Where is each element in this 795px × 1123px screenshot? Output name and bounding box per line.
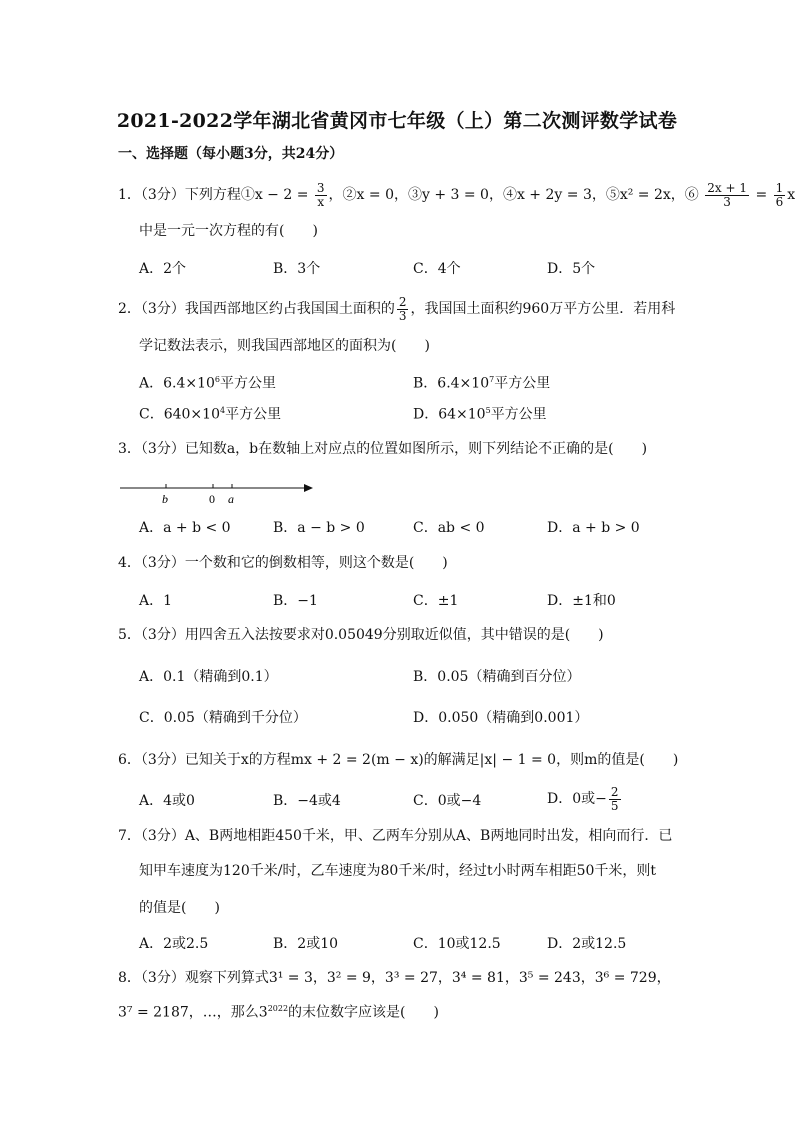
q7-option-c[interactable]: C．10或12.5 xyxy=(413,936,501,952)
q7-option-b[interactable]: B．2或10 xyxy=(273,936,339,952)
q8-line2: 3⁷ = 2187，…，那么$3^{2022}$的末位数字应该是( ) xyxy=(118,1004,439,1021)
q3-option-a[interactable]: A．a + b < 0 xyxy=(139,520,231,536)
q7-option-d[interactable]: D．2或12.5 xyxy=(547,936,627,952)
q4-option-c[interactable]: C．±1 xyxy=(413,593,459,609)
q6-option-b[interactable]: B．−4或4 xyxy=(273,793,341,809)
q6-option-d[interactable]: D．0或− $\frac{2}{5}$ xyxy=(547,785,619,813)
q3-option-c[interactable]: C．ab < 0 xyxy=(413,520,485,536)
q6-text: 6．（3分）已知关于x的方程mx + 2 = 2(m − x)的解满足|x| − 1 = 0，则m的值是( ) xyxy=(118,752,679,768)
number-line-arrow xyxy=(304,484,313,492)
q8-line1: 8．（3分）观察下列算式3¹ = 3，3² = 9，3³ = 27，3⁴ = 81，3⁵ = 243，3⁶ = 729， xyxy=(118,970,671,986)
q7-line2: 知甲车速度为120千米/时，乙车速度为80千米/时，经过t小时两车相距50千米，则t xyxy=(139,863,657,879)
q2-option-a[interactable]: A．$6.4\times 10^6$平方公里 xyxy=(139,375,277,392)
q5-option-c[interactable]: C．0.05（精确到千分位） xyxy=(139,710,307,726)
q7-option-a[interactable]: A．2或2.5 xyxy=(139,936,209,952)
q2-line2: 学记数法表示，则我国西部地区的面积为( ) xyxy=(139,338,430,354)
q1-frac-6r: $\frac{1}{6}$ xyxy=(775,181,784,209)
q2-line1: 2．（3分）我国西部地区约占我国国土面积的 $\frac{2}{3}$ ，我国国土面积约960万平方公里．若用科 xyxy=(118,295,676,323)
q1-line2: 中是一元一次方程的有( ) xyxy=(139,223,318,239)
q4-option-d[interactable]: D．±1和0 xyxy=(547,593,616,609)
q7-line3: 的值是( ) xyxy=(139,900,220,916)
q7-line1: 7．（3分）A、B两地相距450千米，甲、乙两车分别从A、B两地同时出发，相向而行．已 xyxy=(118,828,673,844)
section-heading: 一、选择题（每小题3分，共24分） xyxy=(118,146,344,162)
q1-option-c[interactable]: C．4个 xyxy=(413,261,461,277)
label-0: 0 xyxy=(209,492,215,506)
q5-option-d[interactable]: D．0.050（精确到0.001） xyxy=(413,710,589,726)
q2-frac: $\frac{2}{3}$ xyxy=(398,295,407,323)
q1-option-a[interactable]: A．2个 xyxy=(139,261,187,277)
q1-frac-6: $\frac{2x + 1}{3}$ xyxy=(707,181,747,209)
q6-option-c[interactable]: C．0或−4 xyxy=(413,793,482,809)
q5-text: 5．（3分）用四舍五入法按要求对0.05049分别取近似值，其中错误的是( ) xyxy=(118,627,604,643)
q4-text: 4．（3分）一个数和它的倒数相等，则这个数是( ) xyxy=(118,555,448,571)
q2-option-d[interactable]: D．$64\times 10^5$平方公里 xyxy=(413,406,547,423)
q3-option-b[interactable]: B．a − b > 0 xyxy=(273,520,365,536)
q1-line1: 1．（3分）下列方程①x − 2 = $\frac{3}{x}$ ，②x = 0，③y + 3 = 0，④x + 2y = 3，⑤x² = 2x，⑥ $\frac{2x + 1}{3}$ = $\frac{1}{6}$ x xyxy=(118,181,795,209)
q1-frac-1: $\frac{3}{x}$ xyxy=(316,181,325,209)
q6-optd-frac: $\frac{2}{5}$ xyxy=(610,785,619,813)
number-line-figure xyxy=(118,476,318,506)
q3-option-d[interactable]: D．a + b > 0 xyxy=(547,520,640,536)
label-a: a xyxy=(228,492,234,506)
q1-option-d[interactable]: D．5个 xyxy=(547,261,596,277)
q5-option-b[interactable]: B．0.05（精确到百分位） xyxy=(413,669,581,685)
q1-option-b[interactable]: B．3个 xyxy=(273,261,321,277)
q5-option-a[interactable]: A．0.1（精确到0.1） xyxy=(139,669,278,685)
q4-option-a[interactable]: A．1 xyxy=(139,593,173,609)
label-b: b xyxy=(162,492,168,506)
q4-option-b[interactable]: B．−1 xyxy=(273,593,318,609)
page-title: 2021-2022学年湖北省黄冈市七年级（上）第二次测评数学试卷 xyxy=(116,110,678,132)
q3-text: 3．（3分）已知数a，b在数轴上对应点的位置如图所示，则下列结论不正确的是( ) xyxy=(118,441,648,457)
q2-option-c[interactable]: C．$640\times 10^4$平方公里 xyxy=(139,406,282,423)
q2-option-b[interactable]: B．$6.4\times 10^7$平方公里 xyxy=(413,375,551,392)
q6-option-a[interactable]: A．4或0 xyxy=(139,793,195,809)
